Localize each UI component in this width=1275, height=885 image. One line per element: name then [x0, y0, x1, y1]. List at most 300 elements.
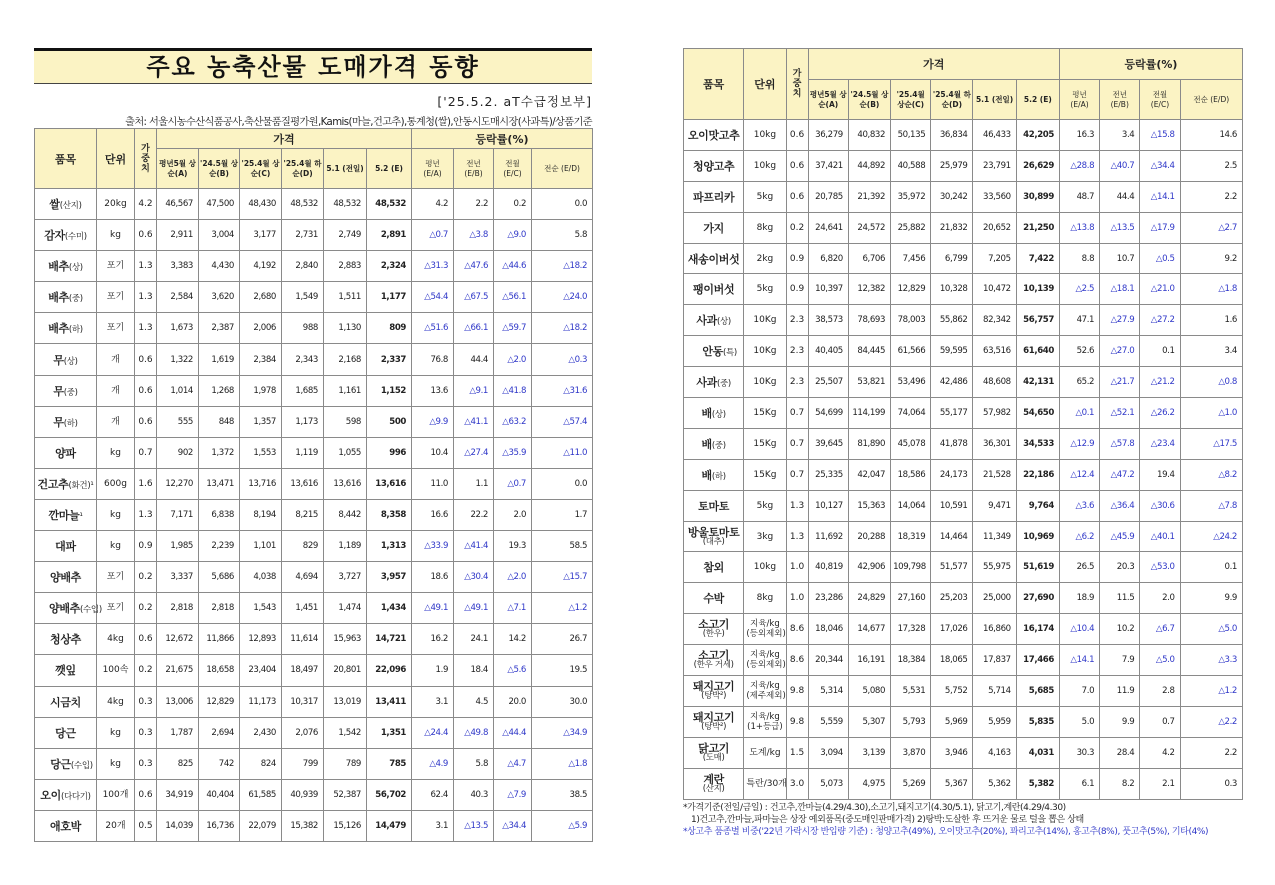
rate-value: 44.4 — [454, 344, 494, 375]
item-weight: 0.9 — [786, 243, 808, 274]
item-name — [684, 212, 744, 243]
table-row — [35, 810, 593, 841]
item-unit-text: kg — [110, 541, 121, 552]
price-value: 1,451 — [282, 593, 324, 624]
price-value: 24,641 — [808, 212, 848, 243]
price-value: 10,317 — [282, 686, 324, 717]
rate-value: △0.7 — [412, 220, 454, 251]
item-name-text: 안동 — [702, 345, 723, 359]
item-unit — [97, 251, 135, 282]
price-value: 1,322 — [157, 344, 199, 375]
table-row — [684, 706, 1243, 737]
rate-value: 7.0 — [1059, 676, 1099, 707]
table-row — [684, 212, 1243, 243]
current-price: 14,479 — [367, 810, 412, 841]
table-row — [684, 274, 1243, 305]
item-unit — [97, 220, 135, 251]
price-value: 2,006 — [240, 313, 282, 344]
item-name-text: 팽이버섯 — [693, 283, 735, 297]
price-value: 5,073 — [808, 768, 848, 799]
rate-value: △33.9 — [412, 531, 454, 562]
rate-value: 1.1 — [454, 468, 494, 499]
current-price: 22,186 — [1016, 459, 1059, 490]
item-unit-sub: (1+등급) — [747, 721, 783, 732]
item-unit-text: 10kg — [753, 160, 777, 171]
item-name-text: 소고기 — [698, 649, 730, 663]
rate-value: △57.8 — [1100, 428, 1140, 459]
header-weight: 가중치 — [135, 129, 157, 189]
rate-value: 19.5 — [532, 655, 593, 686]
rate-value: △23.4 — [1140, 428, 1180, 459]
item-weight: 9.8 — [786, 706, 808, 737]
price-value: 109,798 — [891, 552, 931, 583]
header-rate-col: 전월 (E/C) — [1140, 80, 1180, 120]
item-unit-text: 3kg — [756, 531, 774, 542]
price-value: 5,362 — [973, 768, 1016, 799]
rate-value: △40.1 — [1140, 521, 1180, 552]
rate-value: 40.3 — [454, 779, 494, 810]
rate-value: 0.1 — [1140, 336, 1180, 367]
table-header — [35, 129, 593, 189]
item-name-text: 배추 — [48, 260, 69, 274]
table-row — [35, 313, 593, 344]
table-row — [684, 583, 1243, 614]
price-value: 6,706 — [848, 243, 890, 274]
item-unit-text: 지육/kg — [750, 711, 780, 722]
current-price: 10,969 — [1016, 521, 1059, 552]
item-name-text: 배추 — [48, 322, 69, 336]
price-value: 14,064 — [891, 490, 931, 521]
price-value: 2,076 — [282, 717, 324, 748]
item-weight: 1.3 — [786, 490, 808, 521]
price-value: 2,818 — [199, 593, 240, 624]
table-row — [35, 220, 593, 251]
rate-value: 2.2 — [1180, 737, 1242, 768]
rate-value: △2.5 — [1059, 274, 1099, 305]
price-value: 12,829 — [199, 686, 240, 717]
price-value: 52,387 — [324, 779, 367, 810]
item-name — [35, 313, 97, 344]
item-weight: 1.0 — [786, 583, 808, 614]
price-value: 3,094 — [808, 737, 848, 768]
item-name-text: 오이 — [40, 788, 61, 802]
item-name-text: 배추 — [48, 291, 69, 305]
rate-value: △53.0 — [1140, 552, 1180, 583]
item-unit — [97, 531, 135, 562]
price-value: 11,692 — [808, 521, 848, 552]
item-name-text: 새송이버섯 — [687, 252, 740, 266]
item-name-sub: (수입) — [79, 605, 102, 616]
price-value: 1,357 — [240, 406, 282, 437]
price-value: 4,975 — [848, 768, 890, 799]
price-value: 3,139 — [848, 737, 890, 768]
price-value: 1,511 — [324, 282, 367, 313]
table-row — [684, 367, 1243, 398]
price-value: 2,584 — [157, 282, 199, 313]
table-row — [684, 398, 1243, 429]
current-price: 10,139 — [1016, 274, 1059, 305]
price-value: 11,349 — [973, 521, 1016, 552]
current-price: 42,205 — [1016, 120, 1059, 151]
item-unit — [744, 305, 786, 336]
rate-value: 9.2 — [1180, 243, 1242, 274]
footnotes — [683, 802, 1243, 838]
table-row — [684, 459, 1243, 490]
header-unit: 단위 — [97, 129, 135, 189]
table-row — [35, 406, 593, 437]
price-value: 848 — [199, 406, 240, 437]
price-value: 25,203 — [931, 583, 973, 614]
item-unit — [97, 189, 135, 220]
item-weight: 8.6 — [786, 614, 808, 645]
item-unit — [97, 593, 135, 624]
price-value: 40,404 — [199, 779, 240, 810]
price-value: 48,608 — [973, 367, 1016, 398]
item-unit — [97, 779, 135, 810]
price-value: 53,496 — [891, 367, 931, 398]
price-value: 5,793 — [891, 706, 931, 737]
price-value: 598 — [324, 406, 367, 437]
price-value: 20,344 — [808, 645, 848, 676]
item-unit — [744, 768, 786, 799]
rate-value: 6.1 — [1059, 768, 1099, 799]
item-unit-text: kg — [110, 758, 121, 769]
rate-value: △5.0 — [1140, 645, 1180, 676]
price-value: 5,367 — [931, 768, 973, 799]
price-table-right — [683, 48, 1243, 800]
price-value: 789 — [324, 748, 367, 779]
table-row — [684, 428, 1243, 459]
price-value: 3,727 — [324, 562, 367, 593]
price-value: 61,566 — [891, 336, 931, 367]
table-row — [35, 437, 593, 468]
report-date: ['25.5.2. aT수급정보부] — [437, 94, 592, 109]
price-value: 1,014 — [157, 375, 199, 406]
item-name-sub: (하) — [63, 418, 78, 429]
item-name — [684, 181, 744, 212]
header-price-col: 평년5월 상순(A) — [157, 149, 199, 189]
header-unit: 단위 — [744, 49, 786, 120]
item-unit-text: 개 — [111, 354, 120, 365]
item-name — [684, 398, 744, 429]
item-name-text: 돼지고기 — [693, 679, 735, 693]
item-unit — [744, 706, 786, 737]
price-value: 10,591 — [931, 490, 973, 521]
item-name — [684, 521, 744, 552]
rate-value: 11.9 — [1100, 676, 1140, 707]
rate-value: △13.5 — [454, 810, 494, 841]
item-unit-text: 10Kg — [753, 377, 777, 388]
rate-value: 4.2 — [412, 189, 454, 220]
item-name — [35, 748, 97, 779]
item-unit-text: kg — [110, 230, 121, 241]
price-value: 5,714 — [973, 676, 1016, 707]
price-value: 5,314 — [808, 676, 848, 707]
rate-value: △45.9 — [1100, 521, 1140, 552]
item-unit — [744, 428, 786, 459]
price-value: 25,335 — [808, 459, 848, 490]
item-unit — [97, 437, 135, 468]
price-value: 23,286 — [808, 583, 848, 614]
price-value: 13,716 — [240, 468, 282, 499]
item-name-text: 토마토 — [698, 499, 730, 513]
table-row — [35, 282, 593, 313]
item-name — [35, 406, 97, 437]
rate-value: 22.2 — [454, 499, 494, 530]
table-body — [35, 189, 593, 842]
table-row — [35, 686, 593, 717]
price-value: 5,686 — [199, 562, 240, 593]
item-name-text: 양파 — [55, 446, 76, 460]
header-rate-col: 전순 (E/D) — [532, 149, 593, 189]
rate-value: 1.7 — [532, 499, 593, 530]
price-value: 84,445 — [848, 336, 890, 367]
item-name-sub: (산지) — [702, 783, 725, 794]
rate-value: 16.2 — [412, 624, 454, 655]
item-name-sub: (하) — [68, 325, 83, 336]
table-row — [684, 676, 1243, 707]
item-weight: 9.8 — [786, 676, 808, 707]
rate-value: △9.9 — [412, 406, 454, 437]
rate-value: △3.6 — [1059, 490, 1099, 521]
item-unit-text: 개 — [111, 385, 120, 396]
current-price: 61,640 — [1016, 336, 1059, 367]
price-value: 23,404 — [240, 655, 282, 686]
item-unit-text: 포기 — [106, 603, 125, 614]
rate-value: △5.0 — [1180, 614, 1242, 645]
item-name-text: 시금치 — [50, 695, 81, 709]
item-unit-text: kg — [110, 447, 121, 458]
item-weight: 2.3 — [786, 305, 808, 336]
item-unit-sub: (등외제외) — [746, 660, 786, 671]
item-name-sub: (대추) — [702, 536, 725, 547]
price-value: 38,573 — [808, 305, 848, 336]
item-name-text: 배 — [701, 406, 712, 420]
item-unit-text: 100개 — [102, 789, 129, 800]
rate-value: △49.1 — [412, 593, 454, 624]
price-value: 17,328 — [891, 614, 931, 645]
header-price-col: '25.4월 하순(D) — [931, 80, 973, 120]
item-name-sub: (중) — [717, 379, 731, 390]
item-unit — [744, 181, 786, 212]
rate-value: △13.5 — [1100, 212, 1140, 243]
price-value: 2,749 — [324, 220, 367, 251]
item-name-text: 무 — [53, 415, 64, 429]
price-value: 12,382 — [848, 274, 890, 305]
table-row — [684, 614, 1243, 645]
price-value: 53,821 — [848, 367, 890, 398]
current-price: 809 — [367, 313, 412, 344]
price-value: 1,268 — [199, 375, 240, 406]
rate-value: △6.7 — [1140, 614, 1180, 645]
item-unit — [744, 274, 786, 305]
current-price: 48,532 — [367, 189, 412, 220]
price-value: 15,363 — [848, 490, 890, 521]
item-name — [684, 336, 744, 367]
price-value: 21,675 — [157, 655, 199, 686]
price-value: 78,693 — [848, 305, 890, 336]
current-price: 17,466 — [1016, 645, 1059, 676]
item-name-text: 대파 — [55, 540, 76, 554]
rate-value: 10.4 — [412, 437, 454, 468]
table-row — [684, 645, 1243, 676]
header-price-col: '25.4월 상순(C) — [891, 80, 931, 120]
item-unit-text: 2kg — [756, 253, 774, 264]
item-name-text: 가지 — [703, 221, 724, 235]
rate-value: △21.7 — [1100, 367, 1140, 398]
price-value: 41,878 — [931, 428, 973, 459]
price-value: 5,959 — [973, 706, 1016, 737]
price-value: 59,595 — [931, 336, 973, 367]
item-name-text: 수박 — [703, 592, 724, 606]
item-name — [684, 490, 744, 521]
header-rate-col: 전년 (E/B) — [1100, 80, 1140, 120]
rate-value: △52.1 — [1100, 398, 1140, 429]
header-rate-col: 평년 (E/A) — [412, 149, 454, 189]
price-value: 74,064 — [891, 398, 931, 429]
price-value: 24,173 — [931, 459, 973, 490]
price-value: 3,383 — [157, 251, 199, 282]
item-weight: 0.9 — [135, 531, 157, 562]
rate-value: 0.0 — [532, 468, 593, 499]
item-name — [684, 706, 744, 737]
rate-value: △12.4 — [1059, 459, 1099, 490]
rate-value: △0.8 — [1180, 367, 1242, 398]
table-row — [35, 375, 593, 406]
item-weight: 0.2 — [135, 655, 157, 686]
rate-value: 18.6 — [412, 562, 454, 593]
current-price: 1,434 — [367, 593, 412, 624]
item-name-text: 애호박 — [50, 819, 81, 833]
price-value: 18,384 — [891, 645, 931, 676]
current-price: 5,382 — [1016, 768, 1059, 799]
price-value: 1,787 — [157, 717, 199, 748]
rate-value: △2.2 — [1180, 706, 1242, 737]
rate-value: △4.9 — [412, 748, 454, 779]
item-name-text: 쌀 — [49, 198, 60, 212]
item-name — [35, 282, 97, 313]
price-value: 25,000 — [973, 583, 1016, 614]
rate-value: 3.1 — [412, 810, 454, 841]
item-unit — [97, 655, 135, 686]
item-unit-text: 8kg — [756, 593, 774, 604]
right-panel — [683, 48, 1243, 838]
rate-value: 52.6 — [1059, 336, 1099, 367]
rate-value: 47.1 — [1059, 305, 1099, 336]
price-value: 988 — [282, 313, 324, 344]
price-value: 51,577 — [931, 552, 973, 583]
rate-value: △3.8 — [454, 220, 494, 251]
rate-value: 76.8 — [412, 344, 454, 375]
item-name — [35, 779, 97, 810]
price-value: 12,672 — [157, 624, 199, 655]
price-value: 4,163 — [973, 737, 1016, 768]
rate-value: △67.5 — [454, 282, 494, 313]
rate-value: △10.4 — [1059, 614, 1099, 645]
price-value: 16,191 — [848, 645, 890, 676]
item-weight: 0.6 — [135, 344, 157, 375]
price-value: 6,838 — [199, 499, 240, 530]
current-price: 56,757 — [1016, 305, 1059, 336]
rate-value: △8.2 — [1180, 459, 1242, 490]
price-value: 5,269 — [891, 768, 931, 799]
price-value: 24,572 — [848, 212, 890, 243]
rate-value: 62.4 — [412, 779, 454, 810]
rate-value: 20.0 — [494, 686, 532, 717]
item-unit-text: 10Kg — [753, 315, 777, 326]
rate-value: △5.9 — [532, 810, 593, 841]
item-weight: 0.3 — [135, 686, 157, 717]
current-price: 42,131 — [1016, 367, 1059, 398]
rate-value: △18.1 — [1100, 274, 1140, 305]
item-unit — [744, 243, 786, 274]
item-weight: 0.6 — [135, 375, 157, 406]
price-value: 4,430 — [199, 251, 240, 282]
price-value: 14,039 — [157, 810, 199, 841]
rate-value: △9.0 — [494, 220, 532, 251]
item-unit-text: kg — [110, 509, 121, 520]
rate-value: △5.6 — [494, 655, 532, 686]
item-unit — [744, 614, 786, 645]
item-unit — [744, 490, 786, 521]
rate-value: 18.9 — [1059, 583, 1099, 614]
price-value: 42,486 — [931, 367, 973, 398]
item-weight: 1.6 — [135, 468, 157, 499]
current-price: 2,337 — [367, 344, 412, 375]
item-name — [684, 552, 744, 583]
item-name — [35, 251, 97, 282]
item-name-sub: (화건)¹ — [68, 480, 94, 491]
rate-value: 8.2 — [1100, 768, 1140, 799]
price-value: 40,832 — [848, 120, 890, 151]
item-name — [35, 437, 97, 468]
item-unit-text: 5kg — [756, 500, 774, 511]
current-price: 996 — [367, 437, 412, 468]
item-unit-text: 20kg — [104, 199, 127, 210]
rate-value: △26.2 — [1140, 398, 1180, 429]
price-value: 40,588 — [891, 150, 931, 181]
item-name — [684, 367, 744, 398]
price-value: 3,337 — [157, 562, 199, 593]
price-value: 37,421 — [808, 150, 848, 181]
price-value: 42,906 — [848, 552, 890, 583]
item-name — [35, 499, 97, 530]
price-value: 8,442 — [324, 499, 367, 530]
item-unit-text: 4kg — [107, 634, 124, 645]
item-name-sub: ¹ — [79, 511, 83, 522]
table-row — [35, 189, 593, 220]
rate-value: △27.2 — [1140, 305, 1180, 336]
price-value: 18,319 — [891, 521, 931, 552]
price-value: 12,829 — [891, 274, 931, 305]
price-value: 2,239 — [199, 531, 240, 562]
rate-value: 30.3 — [1059, 737, 1099, 768]
price-value: 61,585 — [240, 779, 282, 810]
rate-value: △34.4 — [1140, 150, 1180, 181]
price-value: 1,673 — [157, 313, 199, 344]
price-value: 5,969 — [931, 706, 973, 737]
table-row — [35, 717, 593, 748]
rate-value: △1.2 — [532, 593, 593, 624]
rate-value: 65.2 — [1059, 367, 1099, 398]
price-value: 799 — [282, 748, 324, 779]
current-price: 13,411 — [367, 686, 412, 717]
item-name — [684, 305, 744, 336]
current-price: 1,177 — [367, 282, 412, 313]
rate-value: 3.1 — [412, 686, 454, 717]
price-value: 5,307 — [848, 706, 890, 737]
rate-value: 26.5 — [1059, 552, 1099, 583]
